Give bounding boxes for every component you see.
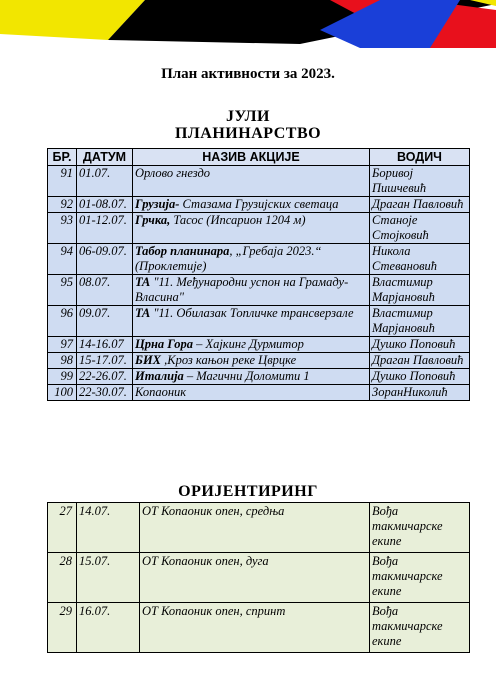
action-name-rest: Орлово гнездо — [135, 166, 211, 180]
row-event-name: ОТ Копаоник опен, дуга — [140, 553, 370, 603]
row-guide: Вођа такмичарске екипе — [370, 553, 470, 603]
row-action-name — [133, 306, 370, 337]
header-no: БР. — [48, 149, 77, 166]
row-guide: Драган Павловић — [370, 353, 470, 369]
row-number: 99 — [48, 369, 77, 385]
row-guide: Станоје Стојковић — [370, 213, 470, 244]
row-number: 91 — [48, 166, 77, 197]
table-row — [48, 275, 470, 306]
row-date: 14.07. — [77, 503, 140, 553]
row-number: 92 — [48, 197, 77, 213]
action-name-rest: Копаоник — [135, 385, 187, 399]
row-date: 01-12.07. — [77, 213, 133, 244]
action-name-bold: Грузија- — [135, 197, 180, 211]
row-number: 28 — [48, 553, 77, 603]
row-action-name — [133, 275, 370, 306]
row-guide: Боривој Пишчевић — [370, 166, 470, 197]
action-name-bold: ТА — [135, 275, 151, 289]
row-event-name: ОТ Копаоник опен, спринт — [140, 603, 370, 653]
row-guide: Вођа такмичарске екипе — [370, 603, 470, 653]
action-name-bold: Црна Гора — [135, 337, 193, 351]
row-action-name — [133, 385, 370, 401]
row-date: 08.07. — [77, 275, 133, 306]
action-name-rest: "11. Међународни успон на Грамаду-Власина" — [135, 275, 349, 304]
plan-title: План активности за 2023. — [161, 66, 335, 82]
row-action-name — [133, 197, 370, 213]
table-row — [48, 337, 470, 353]
table-row — [48, 603, 470, 653]
header-name: НАЗИВ АКЦИЈЕ — [133, 149, 370, 166]
row-guide: Вођа такмичарске екипе — [370, 503, 470, 553]
row-date: 01.07. — [77, 166, 133, 197]
table-row — [48, 197, 470, 213]
row-guide: ЗоранНиколић — [370, 385, 470, 401]
table-row — [48, 553, 470, 603]
month-heading: ЈУЛИ — [226, 108, 270, 125]
row-number: 27 — [48, 503, 77, 553]
row-date: 09.07. — [77, 306, 133, 337]
orienteering-table-body — [48, 503, 470, 653]
table-row — [48, 166, 470, 197]
action-name-rest: , „Гребаја 2023.“ (Проклетије) — [135, 244, 322, 273]
action-name-bold: Италија — [135, 369, 184, 383]
row-action-name — [133, 369, 370, 385]
header-date: ДАТУМ — [77, 149, 133, 166]
row-event-name: ОТ Копаоник опен, средња — [140, 503, 370, 553]
row-action-name — [133, 213, 370, 244]
action-name-rest: – Хајкинг Дурмитор — [192, 337, 304, 351]
row-number: 95 — [48, 275, 77, 306]
hiking-section-title: ПЛАНИНАРСТВО — [174, 125, 322, 142]
action-name-rest: ,Кроз кањон реке Цврцке — [161, 353, 297, 367]
action-name-bold: Табор планинара — [135, 244, 230, 258]
table-row — [48, 353, 470, 369]
row-action-name — [133, 337, 370, 353]
orienteering-section-title: ОРИЈЕНТИРИНГ — [178, 483, 318, 500]
row-guide: Властимир Марјановић — [370, 306, 470, 337]
row-action-name — [133, 244, 370, 275]
row-number: 94 — [48, 244, 77, 275]
decorative-banner — [0, 0, 496, 48]
header-guide: ВОДИЧ — [370, 149, 470, 166]
hiking-table-body — [48, 166, 470, 401]
row-number: 93 — [48, 213, 77, 244]
row-date: 16.07. — [77, 603, 140, 653]
hiking-header-row — [48, 149, 470, 166]
row-guide: Властимир Марјановић — [370, 275, 470, 306]
row-guide: Душко Поповић — [370, 369, 470, 385]
action-name-bold: ТА — [135, 306, 151, 320]
row-action-name — [133, 166, 370, 197]
row-date: 01-08.07. — [77, 197, 133, 213]
row-guide: Душко Поповић — [370, 337, 470, 353]
action-name-rest: Стазама Грузијских светаца — [179, 197, 339, 211]
row-number: 100 — [48, 385, 77, 401]
row-number: 96 — [48, 306, 77, 337]
row-date: 14-16.07 — [77, 337, 133, 353]
table-row — [48, 385, 470, 401]
table-row — [48, 306, 470, 337]
orienteering-table — [47, 502, 470, 653]
table-row — [48, 213, 470, 244]
row-date: 22-26.07. — [77, 369, 133, 385]
action-name-bold: БИХ — [135, 353, 162, 367]
row-number: 29 — [48, 603, 77, 653]
banner-graphic — [0, 0, 496, 48]
row-date: 06-09.07. — [77, 244, 133, 275]
action-name-rest: Тасос (Ипсарион 1204 м) — [170, 213, 306, 227]
row-number: 97 — [48, 337, 77, 353]
row-guide: Никола Стевановић — [370, 244, 470, 275]
table-row — [48, 503, 470, 553]
action-name-rest: "11. Обилазак Топличке трансверзале — [150, 306, 354, 320]
row-guide: Драган Павловић — [370, 197, 470, 213]
row-action-name — [133, 353, 370, 369]
row-number: 98 — [48, 353, 77, 369]
action-name-rest: – Магични Доломити 1 — [183, 369, 310, 383]
row-date: 15.07. — [77, 553, 140, 603]
row-date: 15-17.07. — [77, 353, 133, 369]
table-row — [48, 369, 470, 385]
hiking-table — [47, 148, 470, 401]
action-name-bold: Грчка, — [135, 213, 171, 227]
row-date: 22-30.07. — [77, 385, 133, 401]
table-row — [48, 244, 470, 275]
